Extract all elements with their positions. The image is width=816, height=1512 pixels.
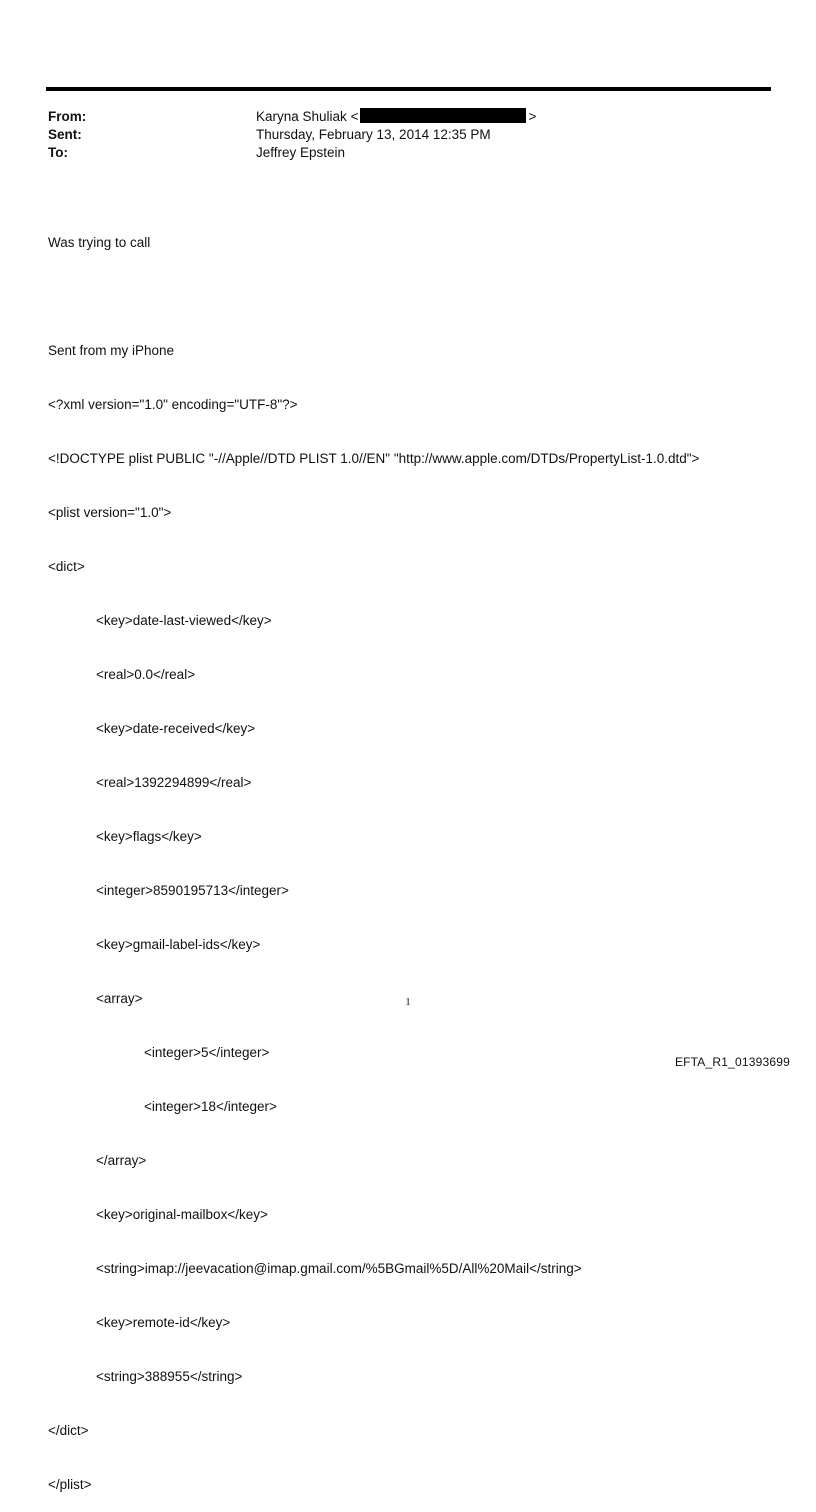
xml-line: <key>remote-id</key>	[96, 1315, 231, 1330]
header-divider	[46, 87, 771, 91]
to-value: Jeffrey Epstein	[256, 145, 346, 160]
xml-line: <key>flags</key>	[96, 829, 202, 844]
page-number: 1	[405, 996, 411, 1008]
from-value	[256, 108, 536, 126]
from-label: From:	[48, 109, 87, 124]
redaction-block	[360, 108, 526, 123]
xml-line: <real>0.0</real>	[96, 667, 196, 682]
email-open-bracket: <	[350, 109, 359, 124]
xml-line: </plist>	[48, 1477, 92, 1492]
xml-line: <key>gmail-label-ids</key>	[96, 937, 261, 952]
to-label: To:	[48, 145, 68, 160]
spacer	[48, 288, 699, 306]
to-row	[48, 144, 536, 162]
xml-line: <integer>5</integer>	[144, 1045, 270, 1060]
xml-line: <!DOCTYPE plist PUBLIC "-//Apple//DTD PLIST 1.0//EN" "http://www.apple.com/DTDs/PropertyList-1.0.dtd">	[48, 451, 700, 466]
xml-line: <array>	[96, 991, 143, 1006]
message-text: Was trying to call	[48, 235, 151, 250]
sent-value: Thursday, February 13, 2014 12:35 PM	[256, 127, 491, 142]
email-close-bracket: >	[528, 109, 537, 124]
xml-line: <string>388955</string>	[96, 1369, 243, 1384]
email-header	[48, 108, 536, 162]
xml-line: <key>date-received</key>	[96, 721, 256, 736]
xml-line: </dict>	[48, 1423, 89, 1438]
xml-line: </array>	[96, 1153, 147, 1168]
signature-text: Sent from my iPhone	[48, 343, 175, 358]
sent-label: Sent:	[48, 127, 82, 142]
sent-row	[48, 126, 536, 144]
bates-number: EFTA_R1_01393699	[674, 1055, 790, 1069]
xml-line: <integer>18</integer>	[144, 1099, 277, 1114]
xml-line: <string>imap://jeevacation@imap.gmail.com/%5BGmail%5D/All%20Mail</string>	[96, 1261, 582, 1276]
xml-line: <plist version="1.0">	[48, 505, 172, 520]
xml-line: <dict>	[48, 559, 85, 574]
sender-name: Karyna Shuliak	[256, 109, 347, 124]
xml-line: <real>1392294899</real>	[96, 775, 252, 790]
xml-line: <integer>8590195713</integer>	[96, 883, 289, 898]
xml-line: <key>original-mailbox</key>	[96, 1207, 268, 1222]
from-row	[48, 108, 536, 126]
xml-line: <key>date-last-viewed</key>	[96, 613, 272, 628]
xml-line: <?xml version="1.0" encoding="UTF-8"?>	[48, 397, 298, 412]
email-body	[48, 198, 699, 1512]
